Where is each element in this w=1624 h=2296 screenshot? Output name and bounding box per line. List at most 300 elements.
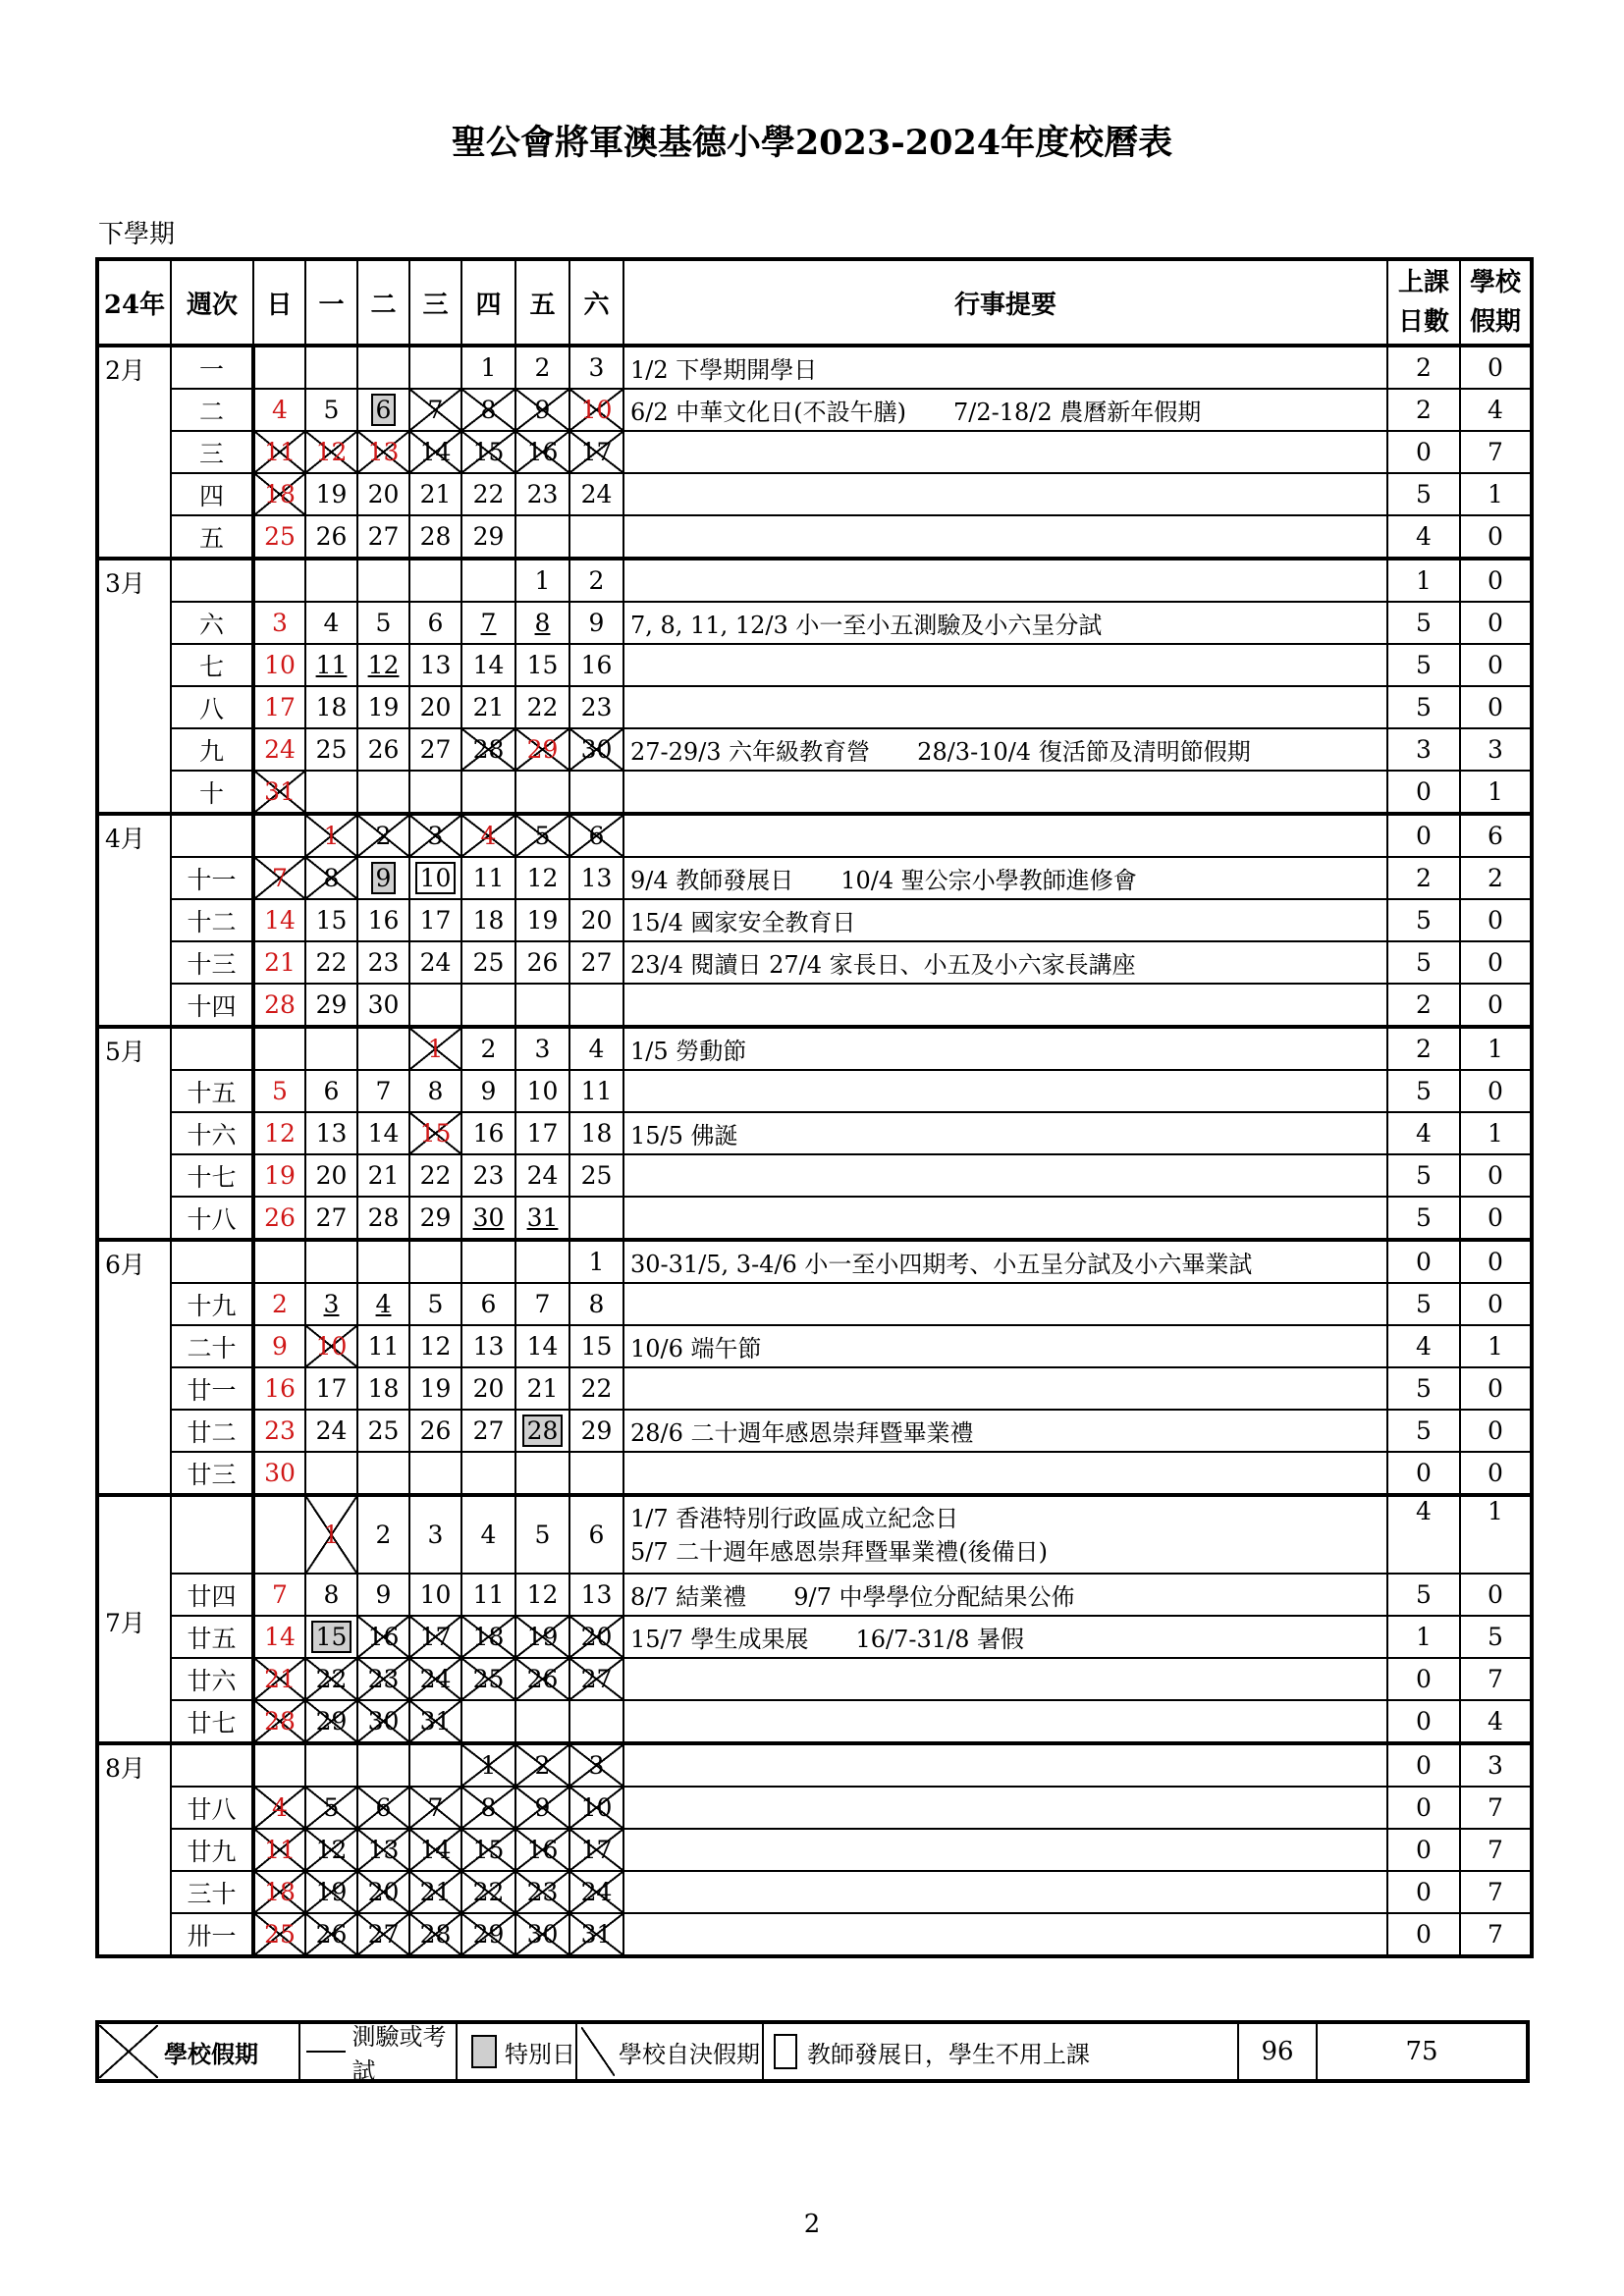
- date-number: 7: [480, 609, 497, 637]
- total-holidays: 75: [1405, 2037, 1438, 2066]
- day-cell-tue: [357, 686, 409, 728]
- events-cell: [623, 1700, 1387, 1743]
- day-cell-tue: [357, 1913, 409, 1956]
- day-cell-tue: [357, 1495, 409, 1574]
- day-cell-tue: [357, 1070, 409, 1112]
- date-number: 16: [367, 906, 400, 934]
- day-cell-wed: [409, 1700, 461, 1743]
- date-number: 14: [367, 1119, 400, 1148]
- day-cell-sat: [569, 1913, 623, 1956]
- week-row: [97, 814, 1532, 857]
- holidays-count: 0: [1460, 559, 1532, 602]
- day-cell-thu: [461, 1283, 515, 1325]
- date-number: 16: [264, 1374, 296, 1403]
- week-row: [97, 1743, 1532, 1787]
- holidays-count: 2: [1460, 857, 1532, 899]
- day-cell-wed: [409, 1829, 461, 1871]
- day-cell-sun: [253, 1871, 305, 1913]
- event-text: 1/7 香港特別行政區成立紀念日: [630, 1504, 959, 1532]
- date-number: 27: [580, 1665, 613, 1693]
- day-cell-sun: [253, 1112, 305, 1154]
- day-cell-wed: [409, 1070, 461, 1112]
- legend-special: 特別日: [458, 2024, 577, 2079]
- day-cell-sun: [253, 1495, 305, 1574]
- school-days-count: 5: [1387, 473, 1460, 515]
- holidays-count: 0: [1460, 602, 1532, 644]
- day-cell-fri: [515, 1154, 569, 1197]
- day-cell-fri: [515, 771, 569, 814]
- month-label: 2月: [97, 346, 171, 559]
- school-days-count: 0: [1387, 1829, 1460, 1871]
- date-number: 24: [580, 480, 613, 508]
- week-row: [97, 1616, 1532, 1658]
- date-number: 11: [472, 1580, 505, 1609]
- calendar-table: [95, 257, 1534, 1958]
- day-cell-mon: [305, 473, 357, 515]
- day-cell-sun: [253, 602, 305, 644]
- day-cell-sat: [569, 1240, 623, 1283]
- day-cell-mon: [305, 984, 357, 1027]
- day-cell-sun: [253, 346, 305, 389]
- day-cell-fri: [515, 602, 569, 644]
- date-number: 14: [419, 1836, 452, 1864]
- day-cell-fri: [515, 1700, 569, 1743]
- date-number: 25: [264, 522, 296, 551]
- holidays-count: 0: [1460, 1367, 1532, 1410]
- date-number: 22: [526, 693, 559, 721]
- date-number: 6: [588, 1521, 605, 1549]
- school-days-count: 0: [1387, 431, 1460, 473]
- month-label: 7月: [97, 1495, 171, 1743]
- month-label: 3月: [97, 559, 171, 814]
- date-number: 4: [272, 1793, 288, 1822]
- date-number: 12: [315, 438, 348, 466]
- school-days-count: 2: [1387, 389, 1460, 431]
- day-cell-fri: [515, 515, 569, 559]
- day-cell-mon: [305, 1452, 357, 1495]
- school-days-count: 0: [1387, 1452, 1460, 1495]
- date-number: 20: [367, 1878, 400, 1906]
- day-cell-tue: [357, 431, 409, 473]
- date-number: 25: [264, 1920, 296, 1949]
- date-number: 2: [375, 1521, 392, 1549]
- day-cell-sun: [253, 473, 305, 515]
- day-cell-thu: [461, 1658, 515, 1700]
- date-number: 2: [534, 353, 551, 382]
- day-cell-fri: [515, 1743, 569, 1787]
- date-number: 24: [315, 1416, 348, 1445]
- week-number: 十一: [171, 857, 253, 899]
- week-number: [171, 1240, 253, 1283]
- day-cell-sat: [569, 559, 623, 602]
- date-number: 16: [472, 1119, 505, 1148]
- holidays-count: 0: [1460, 1197, 1532, 1240]
- date-number: 21: [367, 1161, 400, 1190]
- school-days-count: 5: [1387, 602, 1460, 644]
- date-number: 7: [427, 1793, 444, 1822]
- date-number: 10: [315, 1332, 348, 1361]
- school-days-count: 0: [1387, 771, 1460, 814]
- day-cell-tue: [357, 984, 409, 1027]
- date-number: 21: [526, 1374, 559, 1403]
- day-cell-sat: [569, 1410, 623, 1452]
- day-cell-sun: [253, 1325, 305, 1367]
- holidays-count: 4: [1460, 389, 1532, 431]
- day-cell-wed: [409, 1283, 461, 1325]
- holidays-count: 5: [1460, 1616, 1532, 1658]
- date-number: 5: [272, 1077, 288, 1105]
- date-number: 6: [323, 1077, 340, 1105]
- day-cell-thu: [461, 1070, 515, 1112]
- date-number: 14: [264, 1623, 296, 1651]
- week-number: [171, 559, 253, 602]
- date-number: 17: [315, 1374, 348, 1403]
- day-cell-tue: [357, 602, 409, 644]
- date-number: 19: [264, 1161, 296, 1190]
- holidays-count: 3: [1460, 728, 1532, 771]
- date-number: 8: [588, 1290, 605, 1318]
- week-number: 廿六: [171, 1658, 253, 1700]
- week-number: 二: [171, 389, 253, 431]
- event-text: 30-31/5, 3-4/6 小一至小四期考、小五呈分試及小六畢業試: [630, 1251, 1253, 1278]
- day-cell-fri: [515, 1410, 569, 1452]
- day-cell-fri: [515, 1787, 569, 1829]
- dash-icon: [306, 2051, 346, 2053]
- day-cell-mon: [305, 602, 357, 644]
- date-number: 29: [580, 1416, 613, 1445]
- day-cell-thu: [461, 728, 515, 771]
- school-days-count: 5: [1387, 1197, 1460, 1240]
- date-number: 8: [427, 1077, 444, 1105]
- day-cell-sun: [253, 728, 305, 771]
- date-number: 7: [272, 1580, 288, 1609]
- event-text: 15/5 佛誕: [630, 1122, 738, 1149]
- day-cell-wed: [409, 1743, 461, 1787]
- date-number: 3: [588, 1751, 605, 1780]
- date-number: 2: [588, 566, 605, 595]
- date-number: 21: [264, 948, 296, 977]
- date-number: 3: [272, 609, 288, 637]
- date-number: 18: [264, 1878, 296, 1906]
- day-cell-thu: [461, 814, 515, 857]
- date-number: 1: [480, 1751, 497, 1780]
- week-row: [97, 1070, 1532, 1112]
- day-cell-thu: [461, 1027, 515, 1070]
- day-cell-thu: [461, 1913, 515, 1956]
- day-cell-wed: [409, 1154, 461, 1197]
- date-number: 9: [480, 1077, 497, 1105]
- day-cell-sun: [253, 941, 305, 984]
- day-cell-sat: [569, 1070, 623, 1112]
- day-cell-sat: [569, 1495, 623, 1574]
- events-cell: [623, 1495, 1387, 1574]
- school-days-count: 0: [1387, 1240, 1460, 1283]
- day-cell-sat: [569, 899, 623, 941]
- day-cell-sat: [569, 431, 623, 473]
- week-number: [171, 1743, 253, 1787]
- date-number: 13: [580, 1580, 613, 1609]
- events-cell: [623, 1743, 1387, 1787]
- date-number: 23: [367, 1665, 400, 1693]
- legend-holiday: 學校假期: [99, 2024, 300, 2079]
- day-cell-sat: [569, 515, 623, 559]
- school-days-header: 上課日數: [1387, 259, 1460, 346]
- date-number: 20: [367, 480, 400, 508]
- week-row: [97, 559, 1532, 602]
- day-cell-sat: [569, 1154, 623, 1197]
- day-cell-fri: [515, 431, 569, 473]
- date-number: 13: [315, 1119, 348, 1148]
- events-cell: [623, 1787, 1387, 1829]
- week-row: [97, 857, 1532, 899]
- date-number: 15: [526, 651, 559, 679]
- day-cell-sat: [569, 941, 623, 984]
- date-number: 12: [367, 651, 400, 679]
- day-cell-mon: [305, 1325, 357, 1367]
- date-number: 30: [264, 1459, 296, 1487]
- week-number: 廿七: [171, 1700, 253, 1743]
- day-cell-fri: [515, 1574, 569, 1616]
- date-number: 15: [315, 906, 348, 934]
- day-header-wed: 三: [409, 259, 461, 346]
- date-number: 14: [472, 651, 505, 679]
- week-row: [97, 899, 1532, 941]
- date-number: 25: [315, 735, 348, 764]
- day-cell-fri: [515, 389, 569, 431]
- events-cell: [623, 899, 1387, 941]
- week-row: [97, 1325, 1532, 1367]
- date-number: 3: [427, 1521, 444, 1549]
- school-days-count: 4: [1387, 1325, 1460, 1367]
- date-number: 23: [367, 948, 400, 977]
- event-text: 1/5 勞動節: [630, 1038, 747, 1065]
- day-cell-wed: [409, 515, 461, 559]
- school-days-count: 0: [1387, 1658, 1460, 1700]
- date-number: 23: [526, 480, 559, 508]
- date-number: 5: [323, 396, 340, 424]
- day-cell-mon: [305, 1367, 357, 1410]
- day-cell-tue: [357, 1658, 409, 1700]
- date-number: 13: [419, 651, 452, 679]
- day-cell-wed: [409, 686, 461, 728]
- date-number: 31: [580, 1920, 613, 1949]
- day-cell-mon: [305, 1197, 357, 1240]
- day-cell-mon: [305, 1112, 357, 1154]
- week-number: 十五: [171, 1070, 253, 1112]
- day-cell-tue: [357, 1410, 409, 1452]
- date-number: 25: [367, 1416, 400, 1445]
- holidays-count: 7: [1460, 1658, 1532, 1700]
- day-cell-sun: [253, 814, 305, 857]
- week-number: 十: [171, 771, 253, 814]
- day-cell-fri: [515, 899, 569, 941]
- events-cell: [623, 431, 1387, 473]
- date-number: 7: [272, 864, 288, 892]
- week-number: 廿二: [171, 1410, 253, 1452]
- holidays-count: 1: [1460, 1027, 1532, 1070]
- week-row: [97, 1367, 1532, 1410]
- events-cell: [623, 473, 1387, 515]
- week-number: 十三: [171, 941, 253, 984]
- date-number: 4: [480, 822, 497, 850]
- date-number: 26: [526, 948, 559, 977]
- date-number: 1: [534, 566, 551, 595]
- day-cell-fri: [515, 984, 569, 1027]
- date-number: 13: [367, 1836, 400, 1864]
- week-number: 廿一: [171, 1367, 253, 1410]
- day-cell-wed: [409, 644, 461, 686]
- date-number: 29: [315, 990, 348, 1019]
- day-cell-sun: [253, 1070, 305, 1112]
- day-cell-sun: [253, 899, 305, 941]
- day-cell-thu: [461, 1112, 515, 1154]
- date-number: 27: [367, 1920, 400, 1949]
- school-days-count: 5: [1387, 1367, 1460, 1410]
- week-number: 二十: [171, 1325, 253, 1367]
- holidays-count: 0: [1460, 686, 1532, 728]
- day-cell-sun: [253, 771, 305, 814]
- events-cell: [623, 602, 1387, 644]
- holidays-count: 7: [1460, 1871, 1532, 1913]
- day-cell-mon: [305, 1027, 357, 1070]
- date-number: 14: [264, 906, 296, 934]
- event-text: 23/4 閱讀日 27/4 家長日、小五及小六家長講座: [630, 951, 1136, 979]
- day-cell-sat: [569, 1112, 623, 1154]
- school-days-count: 1: [1387, 1616, 1460, 1658]
- day-cell-thu: [461, 1574, 515, 1616]
- date-number: 18: [472, 1623, 505, 1651]
- week-row: [97, 1829, 1532, 1871]
- empty-box-icon: [774, 2034, 797, 2069]
- day-cell-fri: [515, 559, 569, 602]
- week-row: [97, 771, 1532, 814]
- holidays-count: 0: [1460, 941, 1532, 984]
- school-days-count: 2: [1387, 346, 1460, 389]
- event-text: 1/2 下學期開學日: [630, 356, 818, 384]
- day-cell-sat: [569, 1197, 623, 1240]
- date-number: 18: [264, 480, 296, 508]
- date-number: 1: [427, 1035, 444, 1063]
- date-number: 31: [419, 1707, 452, 1735]
- day-cell-wed: [409, 814, 461, 857]
- week-number: 九: [171, 728, 253, 771]
- date-number: 16: [526, 438, 559, 466]
- date-number: 10: [415, 862, 457, 894]
- events-cell: [623, 941, 1387, 984]
- day-cell-tue: [357, 515, 409, 559]
- date-number: 11: [472, 864, 505, 892]
- holidays-count: 7: [1460, 1913, 1532, 1956]
- holidays-count: 0: [1460, 1574, 1532, 1616]
- day-cell-tue: [357, 1616, 409, 1658]
- date-number: 27: [580, 948, 613, 977]
- date-number: 18: [472, 906, 505, 934]
- week-row: [97, 1871, 1532, 1913]
- date-number: 19: [315, 1878, 348, 1906]
- school-days-count: 5: [1387, 686, 1460, 728]
- day-cell-tue: [357, 559, 409, 602]
- day-cell-fri: [515, 644, 569, 686]
- date-number: 23: [580, 693, 613, 721]
- date-number: 3: [323, 1290, 340, 1318]
- date-number: 29: [472, 1920, 505, 1949]
- day-header-thu: 四: [461, 259, 515, 346]
- day-cell-sun: [253, 1658, 305, 1700]
- school-days-count: 5: [1387, 644, 1460, 686]
- date-number: 13: [367, 438, 400, 466]
- events-cell: [623, 1070, 1387, 1112]
- date-number: 10: [580, 1793, 613, 1822]
- day-cell-tue: [357, 389, 409, 431]
- day-cell-thu: [461, 1154, 515, 1197]
- day-cell-mon: [305, 559, 357, 602]
- day-cell-tue: [357, 1743, 409, 1787]
- holidays-count: 0: [1460, 984, 1532, 1027]
- date-number: 18: [580, 1119, 613, 1148]
- date-number: 29: [526, 735, 559, 764]
- day-cell-thu: [461, 389, 515, 431]
- day-cell-fri: [515, 346, 569, 389]
- events-cell: [623, 1829, 1387, 1871]
- events-cell: [623, 389, 1387, 431]
- day-cell-sun: [253, 1283, 305, 1325]
- day-cell-mon: [305, 644, 357, 686]
- day-cell-mon: [305, 728, 357, 771]
- day-cell-mon: [305, 1616, 357, 1658]
- day-cell-fri: [515, 1283, 569, 1325]
- date-number: 9: [534, 396, 551, 424]
- events-cell: [623, 1154, 1387, 1197]
- date-number: 21: [264, 1665, 296, 1693]
- day-cell-mon: [305, 389, 357, 431]
- date-number: 27: [367, 522, 400, 551]
- day-cell-sat: [569, 728, 623, 771]
- date-number: 6: [371, 394, 397, 426]
- week-row: [97, 602, 1532, 644]
- day-cell-mon: [305, 1829, 357, 1871]
- date-number: 5: [534, 1521, 551, 1549]
- week-number: 八: [171, 686, 253, 728]
- school-days-count: 0: [1387, 814, 1460, 857]
- day-cell-wed: [409, 1240, 461, 1283]
- day-cell-sun: [253, 389, 305, 431]
- date-number: 7: [534, 1290, 551, 1318]
- day-cell-sat: [569, 1367, 623, 1410]
- day-cell-sat: [569, 1787, 623, 1829]
- date-number: 17: [526, 1119, 559, 1148]
- day-cell-thu: [461, 1829, 515, 1871]
- page-title: 聖公會將軍澳基德小學2023-2024年度校曆表: [451, 123, 1173, 163]
- week-header: 週次: [171, 259, 253, 346]
- date-number: 30: [472, 1203, 505, 1232]
- day-cell-tue: [357, 728, 409, 771]
- day-cell-thu: [461, 1616, 515, 1658]
- date-number: 3: [534, 1035, 551, 1063]
- day-cell-tue: [357, 941, 409, 984]
- date-number: 10: [264, 651, 296, 679]
- date-number: 8: [480, 396, 497, 424]
- date-number: 30: [367, 1707, 400, 1735]
- date-number: 8: [534, 609, 551, 637]
- day-cell-fri: [515, 1027, 569, 1070]
- date-number: 26: [315, 1920, 348, 1949]
- day-cell-wed: [409, 771, 461, 814]
- day-cell-tue: [357, 1283, 409, 1325]
- day-cell-tue: [357, 1787, 409, 1829]
- school-days-count: 4: [1387, 1495, 1460, 1574]
- day-cell-thu: [461, 1871, 515, 1913]
- date-number: 2: [534, 1751, 551, 1780]
